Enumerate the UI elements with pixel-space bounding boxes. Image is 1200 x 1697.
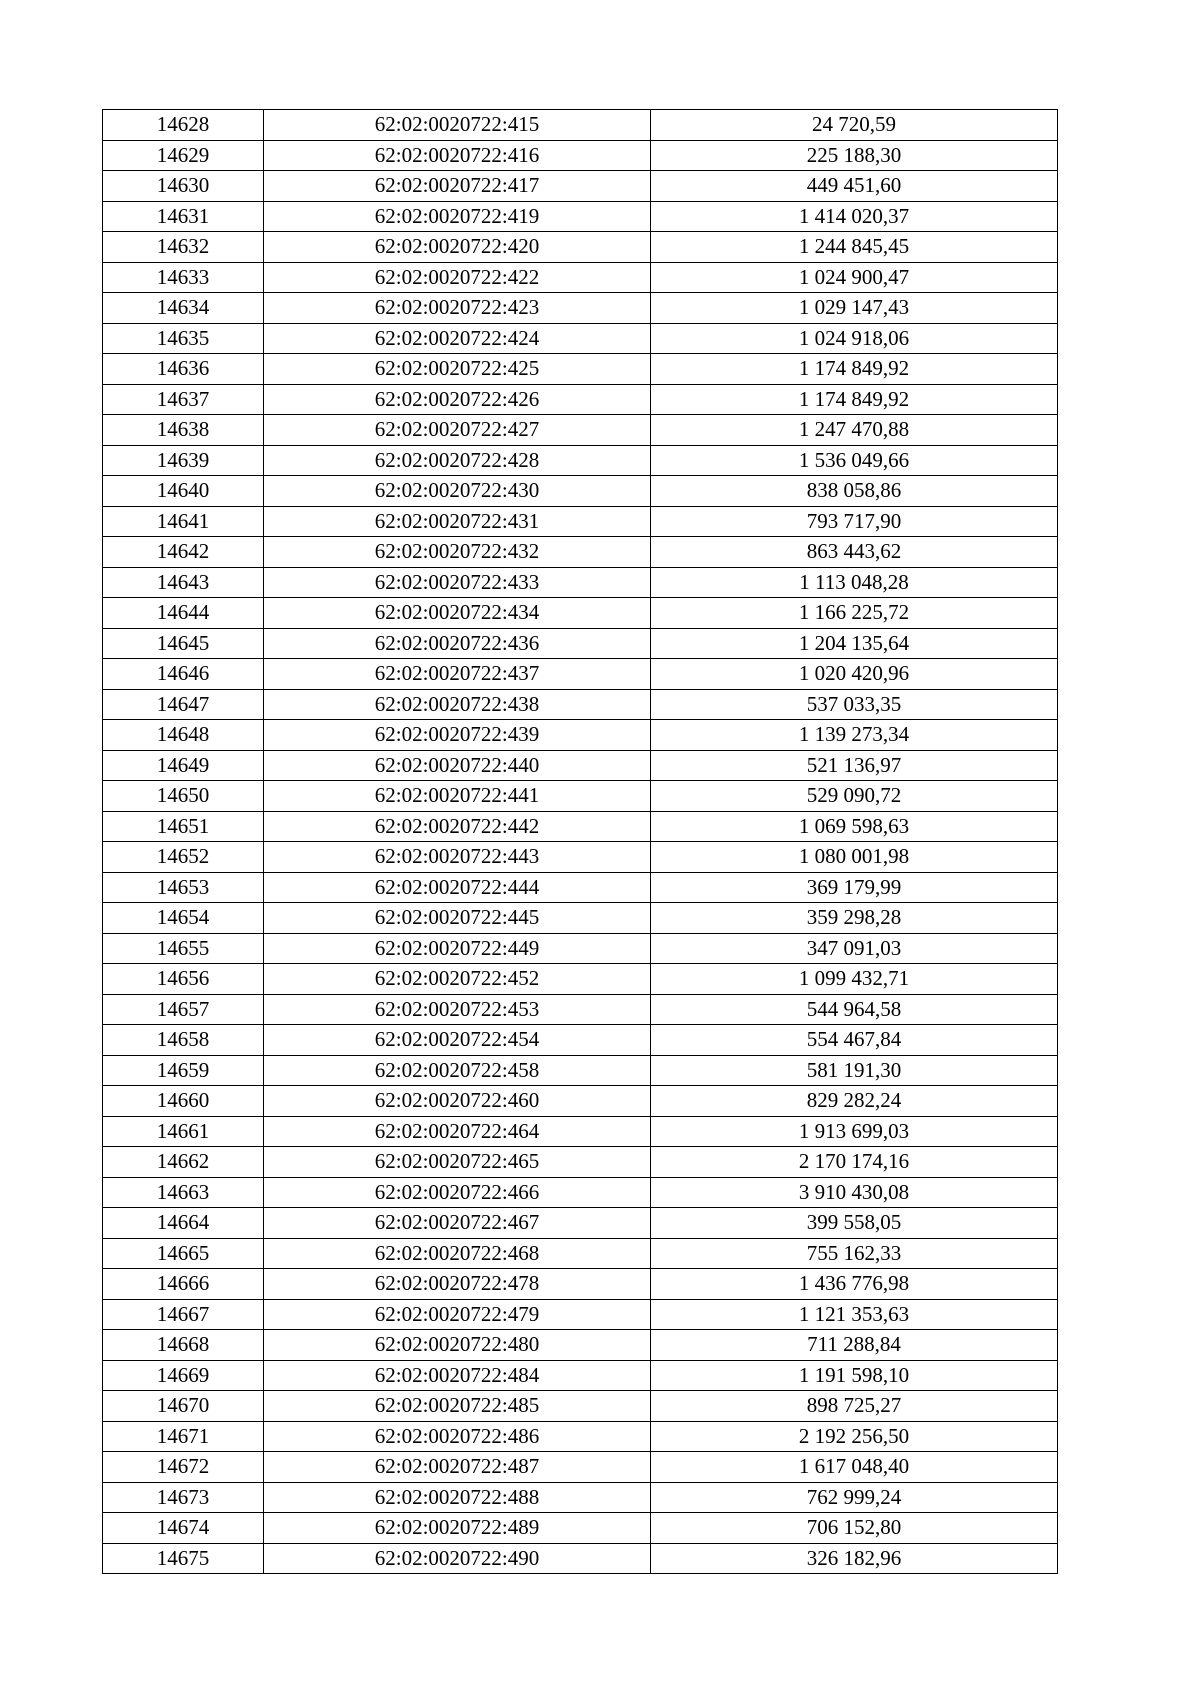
table-row — [103, 140, 1058, 171]
table-row — [103, 506, 1058, 537]
row-number-cell: 14653 — [103, 872, 264, 903]
row-number-cell: 14668 — [103, 1330, 264, 1361]
row-number-cell: 14665 — [103, 1238, 264, 1269]
table-row — [103, 842, 1058, 873]
cadastral-number-cell: 62:02:0020722:485 — [264, 1391, 651, 1422]
cadastral-value-cell: 537 033,35 — [651, 689, 1058, 720]
table-row — [103, 1208, 1058, 1239]
row-number-cell: 14666 — [103, 1269, 264, 1300]
cadastral-value-cell: 2 192 256,50 — [651, 1421, 1058, 1452]
cadastral-value-cell: 24 720,59 — [651, 110, 1058, 141]
cadastral-number-cell: 62:02:0020722:442 — [264, 811, 651, 842]
cadastral-number-cell: 62:02:0020722:489 — [264, 1513, 651, 1544]
table-row — [103, 781, 1058, 812]
row-number-cell: 14642 — [103, 537, 264, 568]
table-row — [103, 964, 1058, 995]
cadastral-number-cell: 62:02:0020722:419 — [264, 201, 651, 232]
table-row — [103, 811, 1058, 842]
cadastral-number-cell: 62:02:0020722:431 — [264, 506, 651, 537]
cadastral-value-cell: 1 174 849,92 — [651, 384, 1058, 415]
cadastral-number-cell: 62:02:0020722:436 — [264, 628, 651, 659]
cadastral-value-cell: 529 090,72 — [651, 781, 1058, 812]
table-row — [103, 232, 1058, 263]
table-row — [103, 1452, 1058, 1483]
cadastral-number-cell: 62:02:0020722:426 — [264, 384, 651, 415]
row-number-cell: 14633 — [103, 262, 264, 293]
table-row — [103, 872, 1058, 903]
table-row — [103, 1299, 1058, 1330]
row-number-cell: 14656 — [103, 964, 264, 995]
cadastral-value-cell: 706 152,80 — [651, 1513, 1058, 1544]
table-row — [103, 598, 1058, 629]
cadastral-number-cell: 62:02:0020722:454 — [264, 1025, 651, 1056]
cadastral-number-cell: 62:02:0020722:487 — [264, 1452, 651, 1483]
table-row — [103, 567, 1058, 598]
cadastral-value-cell: 838 058,86 — [651, 476, 1058, 507]
cadastral-number-cell: 62:02:0020722:445 — [264, 903, 651, 934]
row-number-cell: 14636 — [103, 354, 264, 385]
cadastral-value-cell: 1 069 598,63 — [651, 811, 1058, 842]
cadastral-value-cell: 1 191 598,10 — [651, 1360, 1058, 1391]
cadastral-number-cell: 62:02:0020722:490 — [264, 1543, 651, 1574]
table-row — [103, 1147, 1058, 1178]
row-number-cell: 14643 — [103, 567, 264, 598]
cadastral-value-cell: 1 244 845,45 — [651, 232, 1058, 263]
row-number-cell: 14658 — [103, 1025, 264, 1056]
row-number-cell: 14629 — [103, 140, 264, 171]
table-row — [103, 201, 1058, 232]
cadastral-value-cell: 1 121 353,63 — [651, 1299, 1058, 1330]
cadastral-number-cell: 62:02:0020722:449 — [264, 933, 651, 964]
cadastral-number-cell: 62:02:0020722:425 — [264, 354, 651, 385]
cadastral-value-cell: 554 467,84 — [651, 1025, 1058, 1056]
cadastral-value-cell: 347 091,03 — [651, 933, 1058, 964]
cadastral-value-cell: 1 247 470,88 — [651, 415, 1058, 446]
cadastral-value-cell: 1 436 776,98 — [651, 1269, 1058, 1300]
cadastral-value-cell: 755 162,33 — [651, 1238, 1058, 1269]
table-row — [103, 628, 1058, 659]
cadastral-number-cell: 62:02:0020722:428 — [264, 445, 651, 476]
row-number-cell: 14630 — [103, 171, 264, 202]
table-row — [103, 1025, 1058, 1056]
row-number-cell: 14647 — [103, 689, 264, 720]
cadastral-value-cell: 762 999,24 — [651, 1482, 1058, 1513]
cadastral-value-cell: 829 282,24 — [651, 1086, 1058, 1117]
table-row — [103, 293, 1058, 324]
table-row — [103, 1055, 1058, 1086]
cadastral-number-cell: 62:02:0020722:465 — [264, 1147, 651, 1178]
cadastral-number-cell: 62:02:0020722:453 — [264, 994, 651, 1025]
cadastral-number-cell: 62:02:0020722:460 — [264, 1086, 651, 1117]
row-number-cell: 14641 — [103, 506, 264, 537]
table-row — [103, 689, 1058, 720]
table-row — [103, 476, 1058, 507]
cadastral-value-cell: 2 170 174,16 — [651, 1147, 1058, 1178]
cadastral-value-cell: 544 964,58 — [651, 994, 1058, 1025]
cadastral-number-cell: 62:02:0020722:488 — [264, 1482, 651, 1513]
table-body — [103, 110, 1058, 1574]
row-number-cell: 14640 — [103, 476, 264, 507]
cadastral-number-cell: 62:02:0020722:430 — [264, 476, 651, 507]
cadastral-value-cell: 1 113 048,28 — [651, 567, 1058, 598]
row-number-cell: 14670 — [103, 1391, 264, 1422]
row-number-cell: 14628 — [103, 110, 264, 141]
cadastral-number-cell: 62:02:0020722:424 — [264, 323, 651, 354]
row-number-cell: 14632 — [103, 232, 264, 263]
cadastral-number-cell: 62:02:0020722:437 — [264, 659, 651, 690]
row-number-cell: 14673 — [103, 1482, 264, 1513]
cadastral-value-cell: 521 136,97 — [651, 750, 1058, 781]
table-row — [103, 659, 1058, 690]
cadastral-number-cell: 62:02:0020722:443 — [264, 842, 651, 873]
cadastral-number-cell: 62:02:0020722:434 — [264, 598, 651, 629]
cadastral-value-cell: 581 191,30 — [651, 1055, 1058, 1086]
cadastral-number-cell: 62:02:0020722:415 — [264, 110, 651, 141]
row-number-cell: 14655 — [103, 933, 264, 964]
cadastral-number-cell: 62:02:0020722:423 — [264, 293, 651, 324]
cadastral-number-cell: 62:02:0020722:441 — [264, 781, 651, 812]
cadastral-value-cell: 1 174 849,92 — [651, 354, 1058, 385]
cadastral-value-cell: 1 166 225,72 — [651, 598, 1058, 629]
cadastral-number-cell: 62:02:0020722:432 — [264, 537, 651, 568]
table-row — [103, 720, 1058, 751]
cadastral-number-cell: 62:02:0020722:422 — [264, 262, 651, 293]
cadastral-value-cell: 326 182,96 — [651, 1543, 1058, 1574]
cadastral-value-cell: 898 725,27 — [651, 1391, 1058, 1422]
table-row — [103, 933, 1058, 964]
row-number-cell: 14651 — [103, 811, 264, 842]
row-number-cell: 14657 — [103, 994, 264, 1025]
row-number-cell: 14639 — [103, 445, 264, 476]
row-number-cell: 14634 — [103, 293, 264, 324]
row-number-cell: 14638 — [103, 415, 264, 446]
cadastral-number-cell: 62:02:0020722:478 — [264, 1269, 651, 1300]
table-row — [103, 1116, 1058, 1147]
cadastral-value-cell: 1 414 020,37 — [651, 201, 1058, 232]
cadastral-value-cell: 1 024 900,47 — [651, 262, 1058, 293]
table-row — [103, 1513, 1058, 1544]
cadastral-number-cell: 62:02:0020722:466 — [264, 1177, 651, 1208]
row-number-cell: 14664 — [103, 1208, 264, 1239]
cadastral-number-cell: 62:02:0020722:458 — [264, 1055, 651, 1086]
cadastral-value-cell: 1 020 420,96 — [651, 659, 1058, 690]
cadastral-number-cell: 62:02:0020722:444 — [264, 872, 651, 903]
table-row — [103, 1177, 1058, 1208]
cadastral-value-cell: 1 536 049,66 — [651, 445, 1058, 476]
row-number-cell: 14654 — [103, 903, 264, 934]
table-row — [103, 903, 1058, 934]
row-number-cell: 14661 — [103, 1116, 264, 1147]
cadastral-number-cell: 62:02:0020722:479 — [264, 1299, 651, 1330]
cadastral-value-cell: 711 288,84 — [651, 1330, 1058, 1361]
row-number-cell: 14669 — [103, 1360, 264, 1391]
row-number-cell: 14649 — [103, 750, 264, 781]
cadastral-value-cell: 225 188,30 — [651, 140, 1058, 171]
table-row — [103, 750, 1058, 781]
row-number-cell: 14635 — [103, 323, 264, 354]
cadastral-number-cell: 62:02:0020722:452 — [264, 964, 651, 995]
table-row — [103, 537, 1058, 568]
cadastral-number-cell: 62:02:0020722:440 — [264, 750, 651, 781]
cadastral-value-cell: 369 179,99 — [651, 872, 1058, 903]
table-row — [103, 323, 1058, 354]
table-row — [103, 384, 1058, 415]
row-number-cell: 14671 — [103, 1421, 264, 1452]
cadastral-value-cell: 1 024 918,06 — [651, 323, 1058, 354]
cadastral-number-cell: 62:02:0020722:433 — [264, 567, 651, 598]
cadastral-value-cell: 3 910 430,08 — [651, 1177, 1058, 1208]
row-number-cell: 14637 — [103, 384, 264, 415]
cadastral-value-cell: 793 717,90 — [651, 506, 1058, 537]
table-row — [103, 1086, 1058, 1117]
cadastral-number-cell: 62:02:0020722:467 — [264, 1208, 651, 1239]
table-row — [103, 171, 1058, 202]
row-number-cell: 14659 — [103, 1055, 264, 1086]
table-row — [103, 354, 1058, 385]
row-number-cell: 14674 — [103, 1513, 264, 1544]
row-number-cell: 14631 — [103, 201, 264, 232]
row-number-cell: 14662 — [103, 1147, 264, 1178]
cadastral-value-cell: 1 913 699,03 — [651, 1116, 1058, 1147]
cadastral-value-cell: 399 558,05 — [651, 1208, 1058, 1239]
cadastral-number-cell: 62:02:0020722:484 — [264, 1360, 651, 1391]
table-row — [103, 262, 1058, 293]
row-number-cell: 14672 — [103, 1452, 264, 1483]
table-row — [103, 415, 1058, 446]
table-row — [103, 110, 1058, 141]
cadastral-number-cell: 62:02:0020722:416 — [264, 140, 651, 171]
row-number-cell: 14667 — [103, 1299, 264, 1330]
row-number-cell: 14645 — [103, 628, 264, 659]
cadastral-value-cell: 449 451,60 — [651, 171, 1058, 202]
cadastral-number-cell: 62:02:0020722:486 — [264, 1421, 651, 1452]
cadastral-number-cell: 62:02:0020722:438 — [264, 689, 651, 720]
cadastral-value-table — [102, 109, 1058, 1574]
cadastral-value-cell: 1 099 432,71 — [651, 964, 1058, 995]
cadastral-value-cell: 1 080 001,98 — [651, 842, 1058, 873]
table-row — [103, 1330, 1058, 1361]
row-number-cell: 14650 — [103, 781, 264, 812]
cadastral-number-cell: 62:02:0020722:439 — [264, 720, 651, 751]
cadastral-value-cell: 1 029 147,43 — [651, 293, 1058, 324]
table-row — [103, 445, 1058, 476]
row-number-cell: 14644 — [103, 598, 264, 629]
cadastral-value-cell: 863 443,62 — [651, 537, 1058, 568]
cadastral-value-cell: 359 298,28 — [651, 903, 1058, 934]
row-number-cell: 14652 — [103, 842, 264, 873]
cadastral-number-cell: 62:02:0020722:420 — [264, 232, 651, 263]
row-number-cell: 14675 — [103, 1543, 264, 1574]
cadastral-number-cell: 62:02:0020722:480 — [264, 1330, 651, 1361]
table-row — [103, 1391, 1058, 1422]
table-row — [103, 994, 1058, 1025]
cadastral-value-cell: 1 617 048,40 — [651, 1452, 1058, 1483]
cadastral-number-cell: 62:02:0020722:417 — [264, 171, 651, 202]
cadastral-value-cell: 1 139 273,34 — [651, 720, 1058, 751]
table-row — [103, 1238, 1058, 1269]
cadastral-value-cell: 1 204 135,64 — [651, 628, 1058, 659]
cadastral-number-cell: 62:02:0020722:427 — [264, 415, 651, 446]
row-number-cell: 14663 — [103, 1177, 264, 1208]
cadastral-number-cell: 62:02:0020722:464 — [264, 1116, 651, 1147]
table-row — [103, 1360, 1058, 1391]
table-row — [103, 1269, 1058, 1300]
table-row — [103, 1543, 1058, 1574]
row-number-cell: 14660 — [103, 1086, 264, 1117]
table-row — [103, 1482, 1058, 1513]
row-number-cell: 14646 — [103, 659, 264, 690]
row-number-cell: 14648 — [103, 720, 264, 751]
table-row — [103, 1421, 1058, 1452]
cadastral-number-cell: 62:02:0020722:468 — [264, 1238, 651, 1269]
